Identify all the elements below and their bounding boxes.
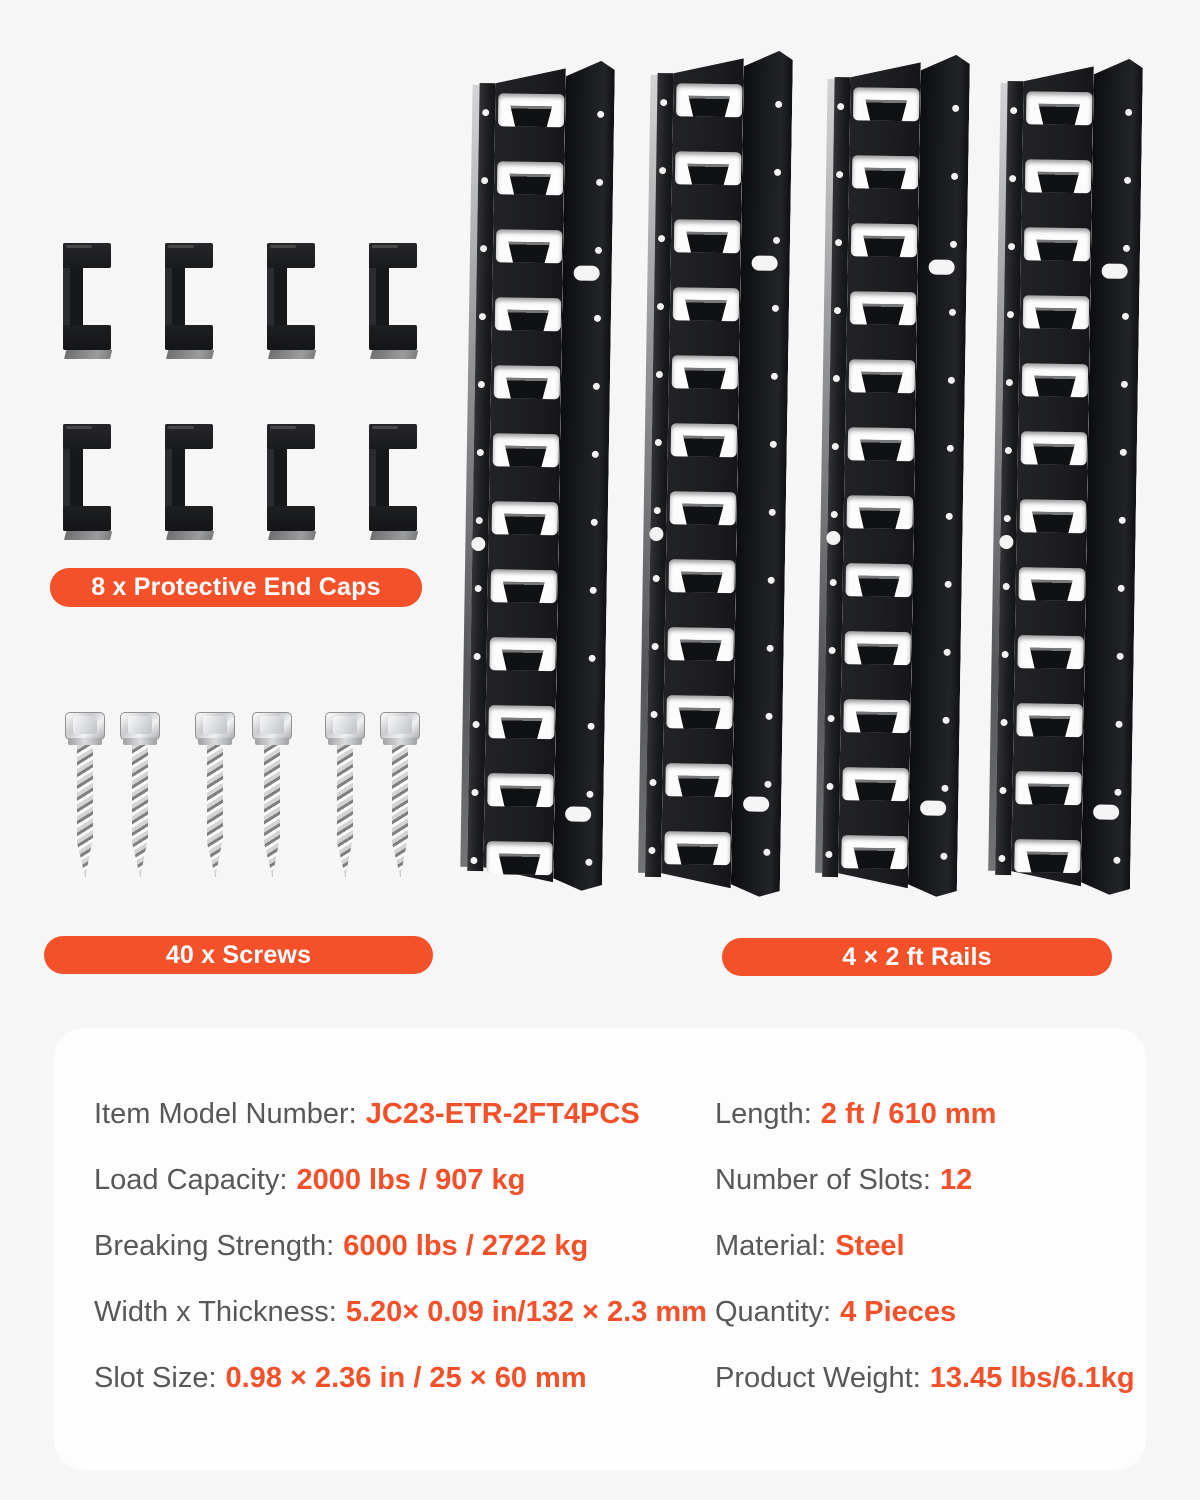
oval-access-hole	[929, 259, 955, 274]
screw-washer	[255, 738, 289, 745]
rail-slot	[1025, 159, 1092, 193]
screws-count-label: 40 x Screws	[44, 936, 433, 974]
mounting-hole	[1005, 447, 1012, 454]
mounting-hole	[590, 587, 597, 594]
mounting-hole	[1010, 107, 1017, 114]
mounting-hole	[1007, 311, 1014, 318]
screw-washer	[328, 738, 362, 745]
rail-slot-tongue	[1026, 851, 1068, 873]
mounting-hole	[652, 643, 659, 650]
spec-label: Item Model Number:	[94, 1098, 357, 1130]
rail-slot-tongue	[509, 173, 551, 195]
end-cap-top-arm	[267, 243, 315, 268]
rail-slot	[842, 767, 909, 801]
rail-slot-tongue	[854, 779, 896, 801]
screw	[63, 712, 107, 882]
rail-slot-tongue	[499, 785, 541, 807]
screw-washer	[198, 738, 232, 745]
e-track-rail	[460, 59, 615, 891]
rail-slot	[1015, 771, 1082, 805]
end-caps-count-label: 8 x Protective End Caps	[50, 568, 422, 607]
mounting-hole	[1120, 449, 1127, 456]
screw	[118, 712, 162, 882]
end-cap-base-edge	[370, 350, 418, 359]
oval-access-hole	[1093, 804, 1119, 819]
spec-row-width-thickness	[94, 1296, 707, 1328]
end-cap	[63, 243, 111, 359]
screw-washer	[383, 738, 417, 745]
rail-slot-tongue	[680, 571, 722, 593]
rail-slot-tongue	[687, 163, 729, 185]
rail-slot-tongue	[506, 377, 548, 399]
rail-slot-tongue	[504, 513, 546, 535]
end-cap-top-arm	[369, 424, 417, 449]
spec-row-product-weight	[715, 1362, 1135, 1394]
mounting-hole	[1115, 721, 1122, 728]
screw	[378, 712, 422, 882]
mounting-hole	[595, 247, 602, 254]
rail-slot-tongue	[1034, 375, 1076, 397]
rail-slot	[674, 219, 741, 253]
rail-slot	[1014, 839, 1081, 873]
mounting-hole	[834, 307, 841, 314]
mounting-hole	[772, 305, 779, 312]
screw-hex-head	[65, 712, 105, 740]
mounting-hole	[941, 785, 948, 792]
spec-label: Quantity:	[715, 1296, 832, 1328]
spec-row-breaking-strength	[94, 1230, 707, 1262]
mounting-hole	[1122, 313, 1129, 320]
rail-slot-tongue	[860, 439, 902, 461]
mounting-hole	[998, 855, 1005, 862]
mounting-hole	[650, 711, 657, 718]
spec-value: Steel	[835, 1230, 905, 1262]
end-cap	[369, 243, 417, 359]
oval-access-hole	[1102, 263, 1128, 278]
spec-row-model	[94, 1098, 707, 1130]
screw-hex-head	[120, 712, 160, 740]
rail-slot	[1021, 431, 1088, 465]
mounting-hole	[594, 315, 601, 322]
rail-slot	[847, 495, 914, 529]
mounting-hole	[1121, 381, 1128, 388]
rail-slot-tongue	[1036, 239, 1078, 261]
end-cap-bottom-arm	[63, 506, 111, 531]
rail-slot	[675, 151, 742, 185]
rail-slot-tongue	[863, 235, 905, 257]
screw	[250, 712, 294, 882]
rail-slot	[497, 161, 564, 195]
mounting-hole	[827, 715, 834, 722]
end-cap-top-arm	[267, 424, 315, 449]
end-cap-base-edge	[166, 350, 214, 359]
mounting-hole	[1003, 583, 1010, 590]
mounting-hole	[476, 517, 483, 524]
spec-value: 13.45 lbs/6.1kg	[929, 1362, 1135, 1394]
screw-hex-head	[380, 712, 420, 740]
rail-slot-tongue	[1027, 783, 1069, 805]
rail-slot-tongue	[1037, 171, 1079, 193]
mounting-hole	[764, 781, 771, 788]
spec-value: 6000 lbs / 2722 kg	[343, 1230, 589, 1262]
end-cap-top-arm	[369, 243, 417, 268]
spec-label: Product Weight:	[715, 1362, 921, 1394]
rail-slot-tongue	[1029, 647, 1071, 669]
mounting-hole	[1125, 109, 1132, 116]
mounting-hole	[773, 237, 780, 244]
mounting-hole	[1004, 515, 1011, 522]
spec-row-quantity	[715, 1296, 1135, 1328]
mounting-hole	[768, 577, 775, 584]
screw	[323, 712, 367, 882]
mounting-hole	[948, 377, 955, 384]
rail-slot-tongue	[510, 105, 552, 127]
mounting-hole	[774, 169, 781, 176]
spec-row-load-capacity	[94, 1164, 707, 1196]
rail-slot	[852, 155, 919, 189]
rail-slot	[841, 835, 908, 869]
mounting-hole	[1009, 175, 1016, 182]
mounting-hole	[477, 449, 484, 456]
rail-slot-tongue	[498, 853, 540, 875]
screw-thread	[392, 745, 408, 877]
rail-slot	[495, 297, 562, 331]
rail-slot	[494, 365, 561, 399]
spec-value: 12	[939, 1164, 973, 1196]
mounting-hole	[474, 653, 481, 660]
rail-slot	[486, 841, 553, 875]
rail-slot-tongue	[686, 231, 728, 253]
screw-thread	[207, 745, 223, 877]
end-cap-base-edge	[268, 531, 316, 540]
end-cap-bottom-arm	[63, 325, 111, 350]
mounting-hole	[940, 853, 947, 860]
rail-slot	[1017, 635, 1084, 669]
mounting-hole	[649, 779, 656, 786]
rail-slot	[673, 287, 740, 321]
spec-value: 5.20× 0.09 in/132 × 2.3 mm	[345, 1296, 707, 1328]
mounting-hole	[1124, 177, 1131, 184]
rail-slot-tongue	[684, 367, 726, 389]
spec-label: Slot Size:	[94, 1362, 217, 1394]
rail-slot	[849, 359, 916, 393]
end-cap	[267, 243, 315, 359]
mounting-hole	[999, 787, 1006, 794]
rail-slot	[1020, 499, 1087, 533]
end-cap	[267, 424, 315, 540]
mounting-hole	[1114, 789, 1121, 796]
rail-slot-tongue	[1035, 307, 1077, 329]
end-cap-bottom-arm	[369, 506, 417, 531]
spec-value: 4 Pieces	[840, 1296, 957, 1328]
rail-slot	[850, 291, 917, 325]
screw-hex-head	[195, 712, 235, 740]
rail-slot-tongue	[1030, 579, 1072, 601]
rail-slot	[665, 763, 732, 797]
spec-label: Breaking Strength:	[94, 1230, 335, 1262]
mounting-hole	[1006, 379, 1013, 386]
rail-slot	[1024, 227, 1091, 261]
spec-label: Number of Slots:	[715, 1164, 931, 1196]
rail-slot-tongue	[685, 299, 727, 321]
specs-column-right	[715, 1098, 1135, 1428]
mounting-hole	[944, 649, 951, 656]
mounting-hole	[831, 511, 838, 518]
specs-column-left	[94, 1098, 707, 1428]
rail-slot-tongue	[682, 503, 724, 525]
rail-slot-tongue	[508, 241, 550, 263]
mounting-hole	[654, 507, 661, 514]
rail-slot	[1023, 295, 1090, 329]
rail-slot-tongue	[679, 639, 721, 661]
mounting-hole	[771, 373, 778, 380]
rail-slot	[666, 695, 733, 729]
rail-slot-tongue	[1038, 103, 1080, 125]
mounting-hole	[1117, 653, 1124, 660]
rails-count-label: 4 × 2 ft Rails	[722, 938, 1112, 976]
rail-slot	[676, 83, 743, 117]
mounting-hole	[655, 439, 662, 446]
mounting-hole	[596, 179, 603, 186]
end-cap-base-edge	[268, 350, 316, 359]
rail-slot	[487, 773, 554, 807]
mounting-hole	[949, 309, 956, 316]
mounting-hole	[658, 235, 665, 242]
end-cap-top-arm	[165, 424, 213, 449]
rail-slot	[490, 569, 557, 603]
spec-value: 0.98 × 2.36 in / 25 × 60 mm	[225, 1362, 587, 1394]
rail-slot	[498, 93, 565, 127]
spec-value: JC23-ETR-2FT4PCS	[365, 1098, 640, 1130]
mounting-hole	[1123, 245, 1130, 252]
rail-slot-tongue	[857, 575, 899, 597]
end-cap-base-edge	[370, 531, 418, 540]
mounting-hole	[472, 721, 479, 728]
spec-value: 2000 lbs / 907 kg	[296, 1164, 526, 1196]
mounting-hole	[592, 451, 599, 458]
rail-slot-tongue	[677, 775, 719, 797]
spec-label: Length:	[715, 1098, 812, 1130]
screw-hex-head	[252, 712, 292, 740]
mounting-hole	[835, 239, 842, 246]
rail-slot-tongue	[865, 99, 907, 121]
rail-slot-tongue	[864, 167, 906, 189]
mounting-hole	[763, 849, 770, 856]
rail-slot	[851, 223, 918, 257]
rail-slot	[1026, 91, 1093, 125]
rail-slot	[667, 627, 734, 661]
end-cap-top-arm	[63, 424, 111, 449]
mounting-hole	[765, 713, 772, 720]
end-cap-top-arm	[165, 243, 213, 268]
rail-slot-tongue	[507, 309, 549, 331]
rail-slot	[844, 631, 911, 665]
mounting-hole	[826, 783, 833, 790]
mounting-hole	[479, 313, 486, 320]
end-cap-bottom-arm	[267, 506, 315, 531]
mounting-hole	[829, 647, 836, 654]
end-cap	[369, 424, 417, 540]
end-cap-bottom-arm	[165, 325, 213, 350]
mounting-hole	[659, 167, 666, 174]
end-cap-bottom-arm	[267, 325, 315, 350]
end-cap	[63, 424, 111, 540]
mounting-hole	[832, 443, 839, 450]
end-cap	[165, 424, 213, 540]
screw-thread	[132, 745, 148, 877]
rail-slot-tongue	[501, 649, 543, 671]
rail-slot	[671, 423, 738, 457]
mounting-hole	[478, 381, 485, 388]
mounting-hole	[593, 383, 600, 390]
mounting-hole	[1119, 517, 1126, 524]
rail-slot-tongue	[861, 371, 903, 393]
mounting-hole	[597, 111, 604, 118]
spec-label: Load Capacity:	[94, 1164, 288, 1196]
rail-slot-tongue	[683, 435, 725, 457]
rail-slot-tongue	[678, 707, 720, 729]
spec-label: Material:	[715, 1230, 827, 1262]
screw-hex-head	[325, 712, 365, 740]
mounting-hole	[836, 171, 843, 178]
mounting-hole	[770, 441, 777, 448]
oval-access-hole	[743, 796, 769, 811]
mounting-hole	[830, 579, 837, 586]
rail-slot	[672, 355, 739, 389]
mounting-hole	[587, 723, 594, 730]
spec-row-material	[715, 1230, 1135, 1262]
rail-slot	[488, 705, 555, 739]
rail-slot-tongue	[1032, 511, 1074, 533]
rail-slot-tongue	[862, 303, 904, 325]
rail-slot	[668, 559, 735, 593]
spec-row-number-of-slots	[715, 1164, 1135, 1196]
end-cap-base-edge	[64, 531, 112, 540]
mounting-hole	[656, 371, 663, 378]
oval-access-hole	[752, 255, 778, 270]
rail-slot-tongue	[502, 581, 544, 603]
mounting-hole	[589, 655, 596, 662]
rail-slot-tongue	[853, 847, 895, 869]
mounting-hole	[950, 241, 957, 248]
spec-row-slot-size	[94, 1362, 707, 1394]
screw-thread	[264, 745, 280, 877]
mounting-hole	[951, 173, 958, 180]
mounting-hole	[657, 303, 664, 310]
mounting-hole	[833, 375, 840, 382]
rail-slot-tongue	[855, 711, 897, 733]
end-cap	[165, 243, 213, 359]
screw-washer	[123, 738, 157, 745]
mounting-hole	[1113, 857, 1120, 864]
rail-slot	[492, 501, 559, 535]
mounting-hole	[470, 857, 477, 864]
mounting-hole	[946, 513, 953, 520]
rail-slot	[1016, 703, 1083, 737]
mounting-hole	[952, 105, 959, 112]
rail-slot	[496, 229, 563, 263]
rail-slot-tongue	[856, 643, 898, 665]
oval-access-hole	[565, 806, 591, 821]
mounting-hole	[482, 109, 489, 116]
specs-panel	[54, 1028, 1146, 1470]
mounting-hole	[1002, 651, 1009, 658]
mounting-hole	[1008, 243, 1015, 250]
rail-slot-tongue	[1028, 715, 1070, 737]
e-track-rail	[815, 53, 970, 897]
rail-slot	[493, 433, 560, 467]
end-cap-base-edge	[64, 350, 112, 359]
mounting-hole	[480, 245, 487, 252]
end-cap-base-edge	[166, 531, 214, 540]
mounting-hole	[767, 645, 774, 652]
end-cap-bottom-arm	[369, 325, 417, 350]
oval-access-hole	[920, 800, 946, 815]
screw-thread	[77, 745, 93, 877]
mounting-hole	[586, 791, 593, 798]
rail-slot-tongue	[676, 843, 718, 865]
mounting-hole	[947, 445, 954, 452]
rail-slot	[843, 699, 910, 733]
screw-thread	[337, 745, 353, 877]
rail-slot-tongue	[688, 95, 730, 117]
spec-label: Width x Thickness:	[94, 1296, 337, 1328]
oval-access-hole	[574, 265, 600, 280]
screw	[193, 712, 237, 882]
e-track-rail	[638, 49, 793, 897]
mounting-hole	[769, 509, 776, 516]
rail-slot-tongue	[1033, 443, 1075, 465]
mounting-hole	[945, 581, 952, 588]
end-cap-bottom-arm	[165, 506, 213, 531]
spec-value: 2 ft / 610 mm	[820, 1098, 997, 1130]
mounting-hole	[475, 585, 482, 592]
mounting-hole	[825, 851, 832, 858]
spec-row-length	[715, 1098, 1135, 1130]
screw-washer	[68, 738, 102, 745]
rail-slot	[670, 491, 737, 525]
rail-slot-tongue	[505, 445, 547, 467]
mounting-hole	[1118, 585, 1125, 592]
mounting-hole	[481, 177, 488, 184]
rail-slot	[845, 563, 912, 597]
e-track-rail	[988, 57, 1143, 895]
rail-slot	[664, 831, 731, 865]
mounting-hole	[942, 717, 949, 724]
rail-slot	[489, 637, 556, 671]
rail-slot-tongue	[859, 507, 901, 529]
mounting-hole	[471, 789, 478, 796]
mounting-hole	[648, 847, 655, 854]
rail-slot	[1018, 567, 1085, 601]
mounting-hole	[653, 575, 660, 582]
mounting-hole	[591, 519, 598, 526]
rail-slot	[1022, 363, 1089, 397]
end-cap-top-arm	[63, 243, 111, 268]
rail-slot	[848, 427, 915, 461]
rail-slot-tongue	[500, 717, 542, 739]
mounting-hole	[775, 101, 782, 108]
mounting-hole	[1000, 719, 1007, 726]
mounting-hole	[660, 99, 667, 106]
mounting-hole	[837, 103, 844, 110]
rail-slot	[853, 87, 920, 121]
mounting-hole	[585, 859, 592, 866]
